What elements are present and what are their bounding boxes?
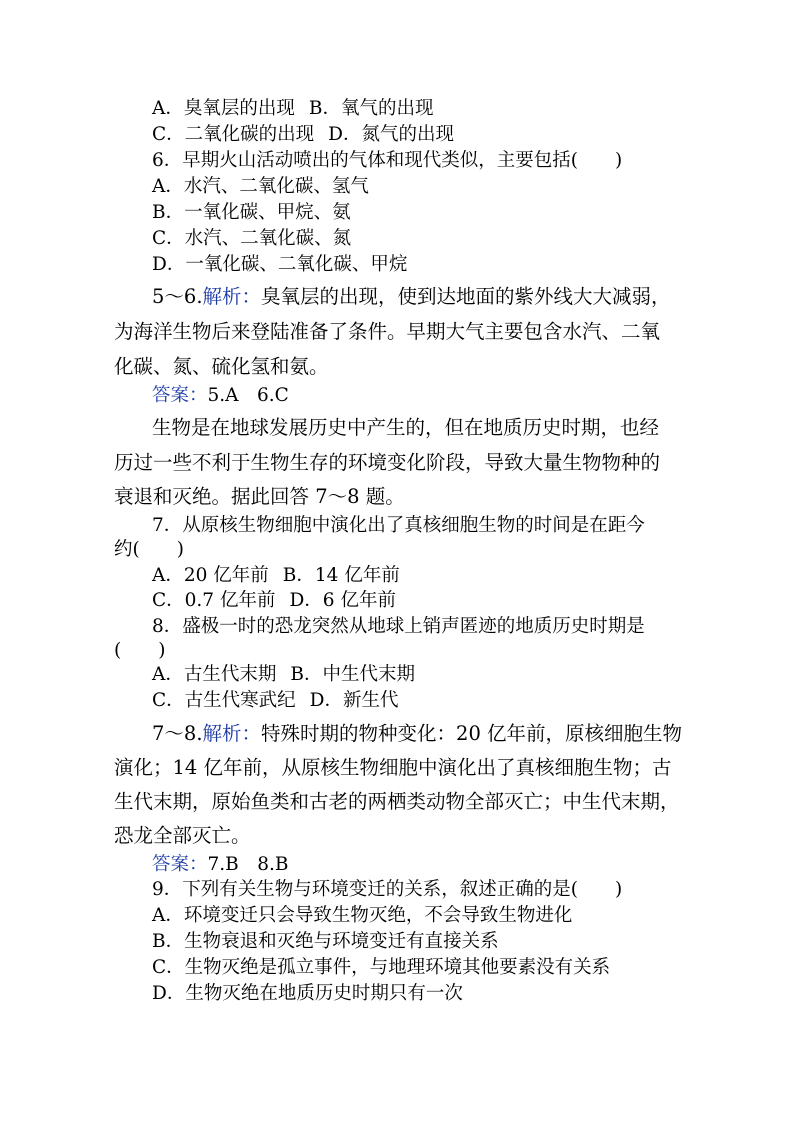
q9-option-c: C．生物灭绝是孤立事件，与地理环境其他要素没有关系: [152, 957, 611, 978]
q7-option-d: D．6 亿年前: [289, 590, 396, 611]
analysis-7-8-tag: 解析：: [202, 722, 262, 745]
q6-option-b: B．一氧化碳、甲烷、氨: [152, 202, 351, 223]
analysis-5-6-line-3: 化碳、氮、硫化氢和氨。: [114, 355, 329, 378]
q8-stem-line-1: 8．盛极一时的恐龙突然从地球上销声匿迹的地质历史时期是: [152, 616, 645, 637]
q7-stem-line-1: 7．从原核生物细胞中演化出了真核细胞生物的时间是在距今: [152, 515, 645, 536]
q8-option-c: C．古生代寒武纪: [152, 690, 296, 711]
q7-option-b: B．14 亿年前: [282, 565, 400, 586]
answer-7-8: [152, 853, 289, 877]
q5-option-a: A．臭氧层的出现: [152, 98, 295, 119]
q9-option-a: A．环境变迁只会导致生物灭绝，不会导致生物进化: [152, 905, 573, 926]
q6-option-c: C．水汽、二氧化碳、氮: [152, 228, 352, 249]
passage-7-8-line-1: 生物是在地球发展历史中产生的，但在地质历史时期，也经: [152, 416, 660, 439]
q7-options-row-1: [152, 564, 400, 588]
q6-option-a: A．水汽、二氧化碳、氢气: [152, 176, 369, 197]
analysis-5-6-prefix: 5～6.: [152, 285, 203, 308]
analysis-7-8-line-4: 恐龙全部灭亡。: [114, 824, 251, 847]
q8-options-row-2: [152, 689, 399, 713]
analysis-7-8-prefix: 7～8.: [152, 722, 203, 745]
q5-option-c: C．二氧化碳的出现: [152, 124, 315, 145]
analysis-7-8-line-1: [152, 721, 682, 747]
passage-7-8-line-2: 历过一些不利于生物生存的环境变化阶段，导致大量生物物种的: [114, 451, 661, 474]
analysis-5-6-tag: 解析：: [202, 285, 262, 308]
q8-options-row-1: [152, 663, 415, 687]
q5-options-row-2: [152, 123, 454, 147]
analysis-7-8-text-1: 特殊时期的物种变化：20 亿年前，原核细胞生物: [261, 722, 683, 745]
q7-option-c: C．0.7 亿年前: [152, 590, 276, 611]
q5-option-b: B．氧气的出现: [308, 98, 434, 119]
q5-options-row-1: [152, 97, 433, 121]
analysis-5-6-text-1: 臭氧层的出现，使到达地面的紫外线大大减弱，: [261, 285, 671, 308]
analysis-5-6-line-2: 为海洋生物后来登陆准备了条件。早期大气主要包含水汽、二氧: [114, 320, 661, 343]
q5-option-d: D．氮气的出现: [328, 124, 454, 145]
q8-option-a: A．古生代末期: [152, 664, 277, 685]
analysis-5-6-line-1: [152, 284, 671, 310]
answer-5-6: [152, 384, 289, 408]
q8-stem-line-2: ( ): [114, 640, 166, 661]
q7-option-a: A．20 亿年前: [152, 565, 269, 586]
passage-7-8-line-3: 衰退和灭绝。据此回答 7～8 题。: [114, 485, 405, 508]
answer-7-8-tag: 答案：: [152, 854, 208, 875]
q7-stem-line-2: 约( ): [114, 539, 184, 560]
q6-option-d: D．一氧化碳、二氧化碳、甲烷: [152, 254, 408, 275]
q6-stem: 6．早期火山活动喷出的气体和现代类似，主要包括( ): [152, 150, 623, 171]
answer-5-6-text: 5.A 6.C: [207, 385, 289, 406]
q9-option-b: B．生物衰退和灭绝与环境变迁有直接关系: [152, 931, 499, 952]
q9-stem: 9．下列有关生物与环境变迁的关系，叙述正确的是( ): [152, 879, 623, 900]
analysis-7-8-line-2: 演化；14 亿年前，从原核生物细胞中演化出了真核细胞生物；古: [114, 756, 672, 779]
q7-options-row-2: [152, 589, 396, 613]
answer-5-6-tag: 答案：: [152, 385, 208, 406]
analysis-7-8-line-3: 生代末期，原始鱼类和古老的两栖类动物全部灭亡；中生代末期，: [114, 790, 680, 813]
q8-option-d: D．新生代: [309, 690, 399, 711]
answer-7-8-text: 7.B 8.B: [207, 854, 289, 875]
q9-option-d: D．生物灭绝在地质历史时期只有一次: [152, 983, 463, 1004]
q8-option-b: B．中生代末期: [290, 664, 415, 685]
